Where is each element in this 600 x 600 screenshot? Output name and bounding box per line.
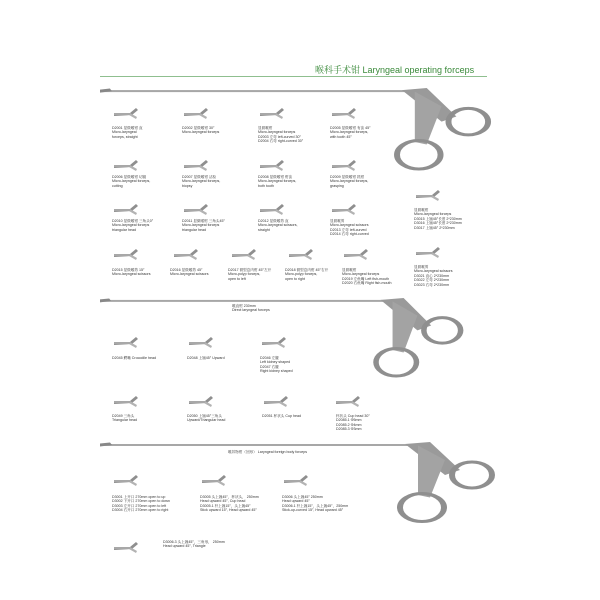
scissors-icon: [258, 195, 286, 219]
scissors-icon: [330, 195, 358, 219]
product-caption: 杯状头 Cup head 30° D2085.1 Φ5mm D2085.2 Φ4mm D2085.3 Φ3mm: [336, 414, 370, 432]
section-title: 喉直钳 230mm Direct laryngeal forceps: [232, 304, 270, 313]
forceps-icon: [258, 151, 286, 175]
forceps-icon: [230, 240, 258, 264]
product-caption: 显微喉剪 Micro-laryngeal scissors D2013 左弯 left-curved D2014 右弯 right-curved: [330, 219, 369, 237]
forceps-icon: [112, 99, 140, 123]
forceps-icon: [187, 328, 215, 352]
product-caption: D2017 微型息肉钳 45°左开 Micro-polyp forceps, open to left: [228, 268, 272, 281]
product-caption: D2009 显微喉钳 抓钳 Micro-laryngeal forceps, grasping: [330, 175, 369, 188]
forceps-icon: [112, 387, 140, 411]
forceps-icon: [112, 151, 140, 175]
section-title: 喉异物钳（回形） Laryngeal foreign body forceps: [228, 450, 308, 454]
product-caption: D2006 显微喉钳 切割 Micro-laryngeal forceps, cutting: [112, 175, 151, 188]
forceps-icon: [182, 99, 210, 123]
product-caption: D2008 显微喉钳 钳齿 Micro-laryngeal forceps, both tooth: [258, 175, 297, 188]
product-caption: D3006.3 头上翘45°，三角形， 250mm Head upward 45°, Triangle: [163, 540, 225, 549]
product-caption: 显微喉钳 Micro-laryngeal forceps D3015 上翘45°长度 2*230mm D3016 上翘45°长度 2*230mm D3017 上翘45° 2*230mm: [414, 208, 462, 230]
product-caption: 显微喉钳 Micro-laryngeal forceps D2003 左弯 left-curved 30° D2004 右弯 right-curved 30°: [258, 126, 304, 144]
product-caption: 显微喉剪 Micro-laryngeal scissors D3021 直心 2*230mm D3022 左弯 2*230mm D3023 右弯 2*230mm: [414, 265, 453, 287]
product-caption: D2018 微型息肉钳 45°右开 Micro-polyp forceps, open to right: [285, 268, 329, 281]
forceps-icon: [200, 466, 228, 490]
forceps-icon: [112, 466, 140, 490]
forceps-icon: [330, 151, 358, 175]
product-caption: D2007 显微喉钳 活检 Micro-laryngeal forceps, biopsy: [182, 175, 221, 188]
product-caption: D2005 显微喉钳 有齿 45° Micro-laryngeal forceps, with tooth 45°: [330, 126, 371, 139]
forceps-icon: [182, 195, 210, 219]
forceps-icon: [112, 328, 140, 352]
scissors-icon: [414, 238, 442, 262]
product-caption: D2002 显微喉钳 30° Micro-laryngeal forceps: [182, 126, 220, 135]
page-title: 喉科手术钳 Laryngeal operating forceps: [315, 65, 475, 75]
scissors-icon: [172, 240, 200, 264]
product-caption: D2012 显微喉剪 直 Micro-laryngeal scissors, straight: [258, 219, 298, 232]
product-caption: D2051 杯状头 Cup head: [262, 414, 301, 418]
product-caption: D3001 上开口 270mm open to up D3002 下开口 270mm open to down D3003 左开口 270mm open to left D3004 右开口 270mm open to right: [112, 495, 170, 513]
forceps-icon: [342, 240, 370, 264]
forceps-icon: [182, 151, 210, 175]
product-caption: D3006 头上翘45° 250mm Head upward 45° D3006.1 杆上翘15°，头上翘45°，250mm Stick-up-curved 15°, Head upward 45°: [282, 495, 349, 513]
forceps-icon: [282, 466, 310, 490]
forceps-icon: [258, 99, 286, 123]
forceps-icon: [260, 328, 288, 352]
product-caption: D2050 上翘45°三角头 Upward/Triangular head: [187, 414, 226, 423]
product-caption: D2045 鳄嘴 Crocodile head: [112, 356, 156, 360]
forceps-icon: [112, 533, 140, 557]
product-caption: D3005 头上翘45°，杯状头， 250mm Head upward 45°, Cup head D3005.1 杆上翘15°，头上翘45° Stick upward 15°, Head upward 45°: [200, 495, 259, 513]
product-caption: D2016 显微喉剪 45° Micro-laryngeal scissors: [170, 268, 209, 277]
product-caption: D2001 显微喉钳 直 Micro-laryngeal forceps, straight: [112, 126, 143, 139]
forceps-icon: [414, 181, 442, 205]
forceps-icon: [287, 240, 315, 264]
product-caption: D2015 显微喉剪 15° Micro-laryngeal scissors: [112, 268, 151, 277]
forceps-icon: [112, 195, 140, 219]
forceps-icon: [334, 387, 362, 411]
product-caption: D2011 显微喉钳 三角头45° Micro-laryngeal forceps triangular head: [182, 219, 225, 232]
product-caption: D2046 左腰 Left kidney shaped D2047 右腰 Right kidney shaped: [260, 356, 293, 374]
product-caption: D2010 显微喉钳 三角头0° Micro-laryngeal forceps triangular head: [112, 219, 154, 232]
forceps-icon: [187, 387, 215, 411]
product-caption: D2049 三角头 Triangular head: [112, 414, 138, 423]
product-caption: 显微喉钳 Micro-laryngeal forceps D2019 左鱼嘴 Left fish-mouth D2020 右鱼嘴 Right fish-mouth: [342, 268, 392, 286]
forceps-icon: [330, 99, 358, 123]
product-caption: D2048 上翘45° Upward: [187, 356, 225, 360]
scissors-icon: [112, 240, 140, 264]
title-divider: [100, 76, 487, 77]
forceps-icon: [262, 387, 290, 411]
